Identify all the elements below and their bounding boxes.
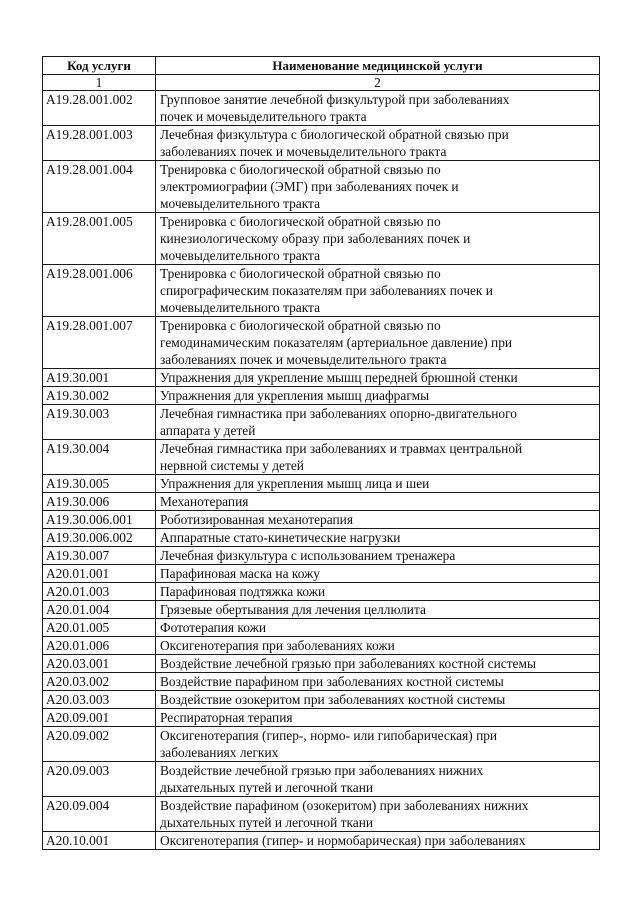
table-row (43, 637, 600, 655)
service-name (156, 762, 600, 797)
service-name-line: Упражнения для укрепления мышц лица и шеи (160, 476, 430, 491)
service-name-line: Тренировка с биологической обратной связью по (160, 162, 441, 177)
service-code: A19.30.005 (43, 475, 156, 493)
service-name (156, 529, 600, 547)
service-name-line: Парафиновая маска на кожу (160, 566, 321, 581)
table-row (43, 440, 600, 475)
table-row (43, 619, 600, 637)
service-name-line: Парафиновая подтяжка кожи (160, 584, 326, 599)
service-name (156, 493, 600, 511)
service-code: A20.01.005 (43, 619, 156, 637)
service-name-line: Воздействие парафином при заболеваниях костной системы (160, 674, 504, 689)
service-code: A20.01.003 (43, 583, 156, 601)
services-table-container (42, 56, 599, 850)
service-name (156, 213, 600, 265)
table-row (43, 673, 600, 691)
service-name (156, 126, 600, 161)
service-code: A19.30.006.001 (43, 511, 156, 529)
service-name (156, 601, 600, 619)
service-name (156, 265, 600, 317)
service-name-line: Роботизированная механотерапия (160, 512, 354, 527)
service-name-line: дыхательных путей и легочной ткани (160, 815, 374, 830)
service-name (156, 547, 600, 565)
service-name (156, 369, 600, 387)
service-name (156, 161, 600, 213)
service-name (156, 91, 600, 126)
header-name: Наименование медицинской услуги (156, 57, 600, 75)
service-name-line: Аппаратные стато-кинетические нагрузки (160, 530, 401, 545)
service-name-line: электромиографии (ЭМГ) при заболеваниях почек и (160, 179, 459, 194)
service-code: A20.09.004 (43, 797, 156, 832)
service-name (156, 637, 600, 655)
service-name (156, 619, 600, 637)
services-table (42, 56, 600, 850)
service-name (156, 655, 600, 673)
header-row (43, 57, 600, 75)
table-row (43, 475, 600, 493)
table-row (43, 511, 600, 529)
table-row (43, 529, 600, 547)
service-code: A19.30.003 (43, 405, 156, 440)
service-name (156, 797, 600, 832)
service-name-line: Упражнения для укрепление мышц передней брюшной стенки (160, 370, 518, 385)
table-row (43, 405, 600, 440)
service-name-line: почек и мочевыделительного тракта (160, 109, 367, 124)
table-row (43, 91, 600, 126)
service-name-line: заболеваниях легких (160, 745, 279, 760)
service-code: A19.30.007 (43, 547, 156, 565)
service-name (156, 440, 600, 475)
service-name-line: Тренировка с биологической обратной связью по (160, 266, 441, 281)
service-name-line: Воздействие озокеритом при заболеваниях костной системы (160, 692, 506, 707)
service-code: A19.28.001.007 (43, 317, 156, 369)
table-row (43, 762, 600, 797)
service-name (156, 511, 600, 529)
column-number-1: 1 (43, 75, 156, 91)
service-name-line: Воздействие лечебной грязью при заболеваниях нижних (160, 763, 484, 778)
table-row (43, 655, 600, 673)
service-name-line: Оксигенотерапия (гипер- и нормобарическая) при заболеваниях (160, 833, 526, 848)
service-name-line: мочевыделительного тракта (160, 300, 321, 315)
service-code: A20.09.001 (43, 709, 156, 727)
service-name-line: нервной системы у детей (160, 458, 304, 473)
service-name-line: Лечебная гимнастика при заболеваниях опорно-двигательного (160, 406, 517, 421)
service-code: A20.09.002 (43, 727, 156, 762)
table-row (43, 265, 600, 317)
service-name (156, 691, 600, 709)
service-name (156, 709, 600, 727)
service-name (156, 317, 600, 369)
service-name-line: спирографическим показателям при заболеваниях почек и (160, 283, 493, 298)
service-name-line: Лечебная физкультура с использованием тренажера (160, 548, 456, 563)
service-name-line: Тренировка с биологической обратной связью по (160, 214, 441, 229)
service-code: A20.09.003 (43, 762, 156, 797)
service-name (156, 475, 600, 493)
service-name-line: заболеваниях почек и мочевыделительного тракта (160, 352, 447, 367)
service-name (156, 583, 600, 601)
service-name-line: мочевыделительного тракта (160, 248, 321, 263)
service-name-line: мочевыделительного тракта (160, 196, 321, 211)
service-name (156, 565, 600, 583)
service-code: A19.30.006 (43, 493, 156, 511)
service-name-line: Механотерапия (160, 494, 249, 509)
service-name-line: Грязевые обертывания для лечения целлюлита (160, 602, 426, 617)
table-row (43, 547, 600, 565)
service-code: A19.30.002 (43, 387, 156, 405)
service-name-line: заболеваниях почек и мочевыделительного тракта (160, 144, 447, 159)
table-row (43, 565, 600, 583)
service-name (156, 673, 600, 691)
table-row (43, 161, 600, 213)
service-code: A19.28.001.005 (43, 213, 156, 265)
service-code: A20.01.004 (43, 601, 156, 619)
service-code: A20.01.006 (43, 637, 156, 655)
service-name-line: Оксигенотерапия при заболеваниях кожи (160, 638, 395, 653)
service-code: A19.28.001.006 (43, 265, 156, 317)
service-code: A20.01.001 (43, 565, 156, 583)
service-name-line: Тренировка с биологической обратной связью по (160, 318, 441, 333)
service-name-line: Групповое занятие лечебной физкультурой при заболеваниях (160, 92, 510, 107)
table-row (43, 601, 600, 619)
column-number-row (43, 75, 600, 91)
header-code: Код услуги (43, 57, 156, 75)
table-row (43, 387, 600, 405)
table-row (43, 583, 600, 601)
service-name-line: дыхательных путей и легочной ткани (160, 780, 374, 795)
column-number-2: 2 (156, 75, 600, 91)
table-row (43, 709, 600, 727)
service-name-line: Воздействие парафином (озокеритом) при заболеваниях нижних (160, 798, 529, 813)
table-row (43, 832, 600, 850)
service-name-line: Воздействие лечебной грязью при заболеваниях костной системы (160, 656, 536, 671)
table-row (43, 727, 600, 762)
service-code: A19.30.004 (43, 440, 156, 475)
service-name-line: Оксигенотерапия (гипер-, нормо- или гипобарическая) при (160, 728, 498, 743)
table-row (43, 213, 600, 265)
table-row (43, 493, 600, 511)
table-row (43, 126, 600, 161)
table-row (43, 317, 600, 369)
service-code: A19.30.006.002 (43, 529, 156, 547)
service-name-line: гемодинамическим показателям (артериальное давление) при (160, 335, 513, 350)
service-code: A19.28.001.004 (43, 161, 156, 213)
service-name (156, 387, 600, 405)
service-code: A19.28.001.003 (43, 126, 156, 161)
service-name-line: Респираторная терапия (160, 710, 293, 725)
service-code: A19.28.001.002 (43, 91, 156, 126)
service-name-line: Лечебная гимнастика при заболеваниях и травмах центральной (160, 441, 523, 456)
service-name-line: Упражнения для укрепления мышц диафрагмы (160, 388, 430, 403)
service-code: A20.03.003 (43, 691, 156, 709)
service-name (156, 405, 600, 440)
service-name (156, 727, 600, 762)
table-row (43, 369, 600, 387)
service-name-line: кинезиологическому образу при заболеваниях почек и (160, 231, 471, 246)
table-row (43, 691, 600, 709)
table-body (43, 91, 600, 850)
service-code: A20.10.001 (43, 832, 156, 850)
service-name-line: Лечебная физкультура с биологической обратной связью при (160, 127, 509, 142)
service-name-line: Фототерапия кожи (160, 620, 266, 635)
service-code: A20.03.001 (43, 655, 156, 673)
table-row (43, 797, 600, 832)
service-code: A20.03.002 (43, 673, 156, 691)
service-code: A19.30.001 (43, 369, 156, 387)
service-name (156, 832, 600, 850)
service-name-line: аппарата у детей (160, 423, 256, 438)
